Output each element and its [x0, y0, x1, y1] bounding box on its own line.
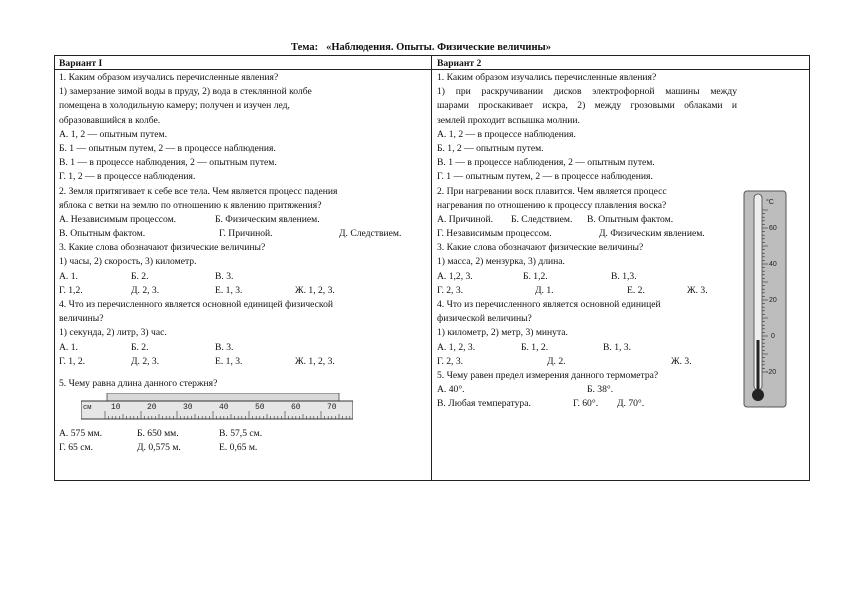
- question-1: 1. Каким образом изучались перечисленные явления?: [59, 72, 279, 83]
- question-4-cont: величины?: [59, 313, 104, 325]
- answer-option: Ж. 3.: [671, 355, 692, 367]
- answer-row: [59, 341, 425, 355]
- answer-option: В. Опытным фактом.: [59, 228, 146, 240]
- thermometer-label: 60: [769, 225, 777, 232]
- answer-row: [437, 355, 737, 369]
- answer-row: [59, 441, 425, 455]
- answer-option: В. 1 — в процессе наблюдения, 2 — опытным путем.: [437, 157, 655, 169]
- answer-option: А. Причиной.: [437, 213, 494, 225]
- answer-option: Д. 2, 3.: [131, 284, 160, 296]
- answer-option: Д. 2, 3.: [131, 355, 160, 367]
- answer-option: Б. 2.: [131, 270, 149, 282]
- answer-option: Е. 1, 3.: [215, 284, 243, 296]
- question-3: 3. Какие слова обозначают физические величины?: [437, 242, 644, 254]
- thermometer-label: 40: [769, 261, 777, 268]
- variant-2-column: [437, 57, 737, 412]
- question-3: 3. Какие слова обозначают физические величины?: [59, 242, 266, 254]
- answer-option: А. 1, 2 — в процессе наблюдения.: [437, 128, 576, 140]
- answer-row: [437, 227, 737, 241]
- answer-option: Д. 2.: [547, 355, 566, 367]
- rod: [107, 393, 339, 401]
- answer-row: [59, 427, 425, 441]
- answer-option: Д. Следствием.: [339, 228, 402, 240]
- answer-option: Б. 2.: [131, 341, 149, 353]
- question-4: 4. Что из перечисленного является основной единицей физической: [59, 299, 334, 310]
- question-2: 2. Земля притягивает к себе все тела. Чем является процесс падения: [59, 185, 338, 197]
- answer-option: Б. Физическим явлением.: [215, 213, 320, 225]
- answer-option: Д. 1.: [535, 284, 554, 296]
- answer-option: Г. 60°.: [573, 398, 599, 410]
- thermometer-label: 20: [769, 297, 777, 304]
- variant-1-heading: Вариант I: [59, 58, 103, 69]
- test-table: [54, 55, 810, 481]
- question-body: 1) километр, 2) метр, 3) минута.: [437, 327, 568, 339]
- answer-row: [59, 270, 425, 284]
- answer-option: Б. Следствием.: [511, 213, 573, 225]
- answer-row: [437, 341, 737, 355]
- question-body: 1) замерзание зимой воды в пруду, 2) вода в стеклянной колбе: [59, 86, 312, 98]
- answer-option: А. 1,2, 3.: [437, 270, 473, 282]
- thermometer-label: -20: [766, 369, 777, 376]
- answer-option: Д. 0,575 м.: [137, 442, 181, 454]
- answer-row: [437, 270, 737, 284]
- thermometer-figure: [743, 190, 787, 408]
- answer-row: [59, 355, 425, 369]
- answer-row: [59, 213, 425, 227]
- ruler-unit: см: [83, 404, 92, 413]
- question-2: 2. При нагревании воск плавится. Чем является процесс: [437, 185, 667, 197]
- thermometer-unit: °C: [766, 199, 774, 206]
- answer-option: Е. 0,65 м.: [219, 442, 258, 454]
- answer-option: Г. 2, 3.: [437, 284, 464, 296]
- question-body: образовавшийся в колбе.: [59, 114, 161, 126]
- answer-option: В. 1, 3.: [603, 341, 631, 353]
- answer-row: [437, 213, 737, 227]
- ruler-label: 70: [327, 403, 337, 413]
- question-body: 1) при раскручивании дисков электрофорной машины между: [437, 86, 737, 98]
- question-body: шарами проскакивает искра, 2) между грозовыми облаками и: [437, 100, 737, 112]
- answer-option: А. 1.: [59, 341, 78, 353]
- answer-option: Е. 1, 3.: [215, 355, 243, 367]
- answer-option: А. 1, 2, 3.: [437, 341, 476, 353]
- answer-option: Г. 1, 2 — в процессе наблюдения.: [59, 171, 196, 183]
- answer-row: [437, 397, 737, 411]
- question-body: 1) масса, 2) мензурка, 3) длина.: [437, 256, 565, 268]
- question-body: землей проходит вспышка молнии.: [437, 114, 580, 126]
- answer-row: [437, 383, 737, 397]
- variant-2-heading: Вариант 2: [437, 58, 482, 69]
- answer-option: Ж. 1, 2, 3.: [295, 355, 335, 367]
- answer-option: Г. 2, 3.: [437, 355, 464, 367]
- thermometer-liquid: [757, 340, 760, 392]
- answer-option: Д. 70°.: [617, 398, 645, 410]
- answer-option: Б. 1, 2.: [521, 341, 549, 353]
- question-5: 5. Чему равна длина данного стержня?: [59, 377, 218, 389]
- answer-row: [437, 284, 737, 298]
- answer-option: Г. 1, 2.: [59, 355, 86, 367]
- question-body: помещена в холодильную камеру; получен и изучен лед,: [59, 100, 290, 112]
- answer-option: Г. 1,2.: [59, 284, 83, 296]
- answer-option: А. 1, 2 — опытным путем.: [59, 128, 167, 140]
- answer-row: [59, 227, 425, 241]
- answer-option: В. Опытным фактом.: [587, 213, 674, 225]
- answer-option: А. 1.: [59, 270, 78, 282]
- answer-row: [59, 284, 425, 298]
- thermometer-label: 0: [771, 333, 775, 340]
- question-2-cont: яблока с ветки на землю по отношению к явлению притяжения?: [59, 199, 322, 211]
- answer-option: В. 3.: [215, 341, 234, 353]
- question-1: 1. Каким образом изучались перечисленные явления?: [437, 72, 657, 83]
- title-prefix: Тема:: [291, 42, 319, 53]
- question-2-cont: нагревания по отношению к процессу плавления воска?: [437, 199, 667, 211]
- answer-option: Б. 650 мм.: [137, 428, 179, 440]
- variant-1-column: [59, 57, 425, 456]
- answer-option: Б. 38°.: [587, 384, 614, 396]
- ruler-label: 50: [255, 403, 265, 413]
- question-5: 5. Чему равен предел измерения данного термометра?: [437, 369, 659, 381]
- answer-option: Б. 1 — опытным путем, 2 — в процессе наблюдения.: [59, 142, 276, 154]
- ruler-label: 40: [219, 403, 229, 413]
- answer-option: Г. 65 см.: [59, 442, 93, 454]
- answer-option: Д. Физическим явлением.: [599, 228, 705, 240]
- answer-option: В. 1 — в процессе наблюдения, 2 — опытным путем.: [59, 157, 277, 169]
- column-divider: [431, 56, 432, 480]
- question-body: 1) секунда, 2) литр, 3) час.: [59, 327, 167, 339]
- title-text: «Наблюдения. Опыты. Физические величины»: [326, 42, 551, 53]
- thermometer-bulb: [752, 389, 764, 401]
- answer-option: Г. Независимым процессом.: [437, 228, 552, 240]
- answer-option: Ж. 1, 2, 3.: [295, 284, 335, 296]
- thermometer-board: [744, 191, 786, 407]
- answer-option: Б. 1,2.: [523, 270, 548, 282]
- answer-option: А. Независимым процессом.: [59, 213, 177, 225]
- answer-option: А. 575 мм.: [59, 428, 103, 440]
- ruler-label: 10: [111, 403, 121, 413]
- ruler-label: 30: [183, 403, 193, 413]
- ruler-label: 60: [291, 403, 301, 413]
- answer-option: Г. 1 — опытным путем, 2 — в процессе наблюдения.: [437, 171, 653, 183]
- ruler-illustration: [81, 393, 353, 423]
- question-4: 4. Что из перечисленного является основной единицей: [437, 299, 661, 310]
- question-body: 1) часы, 2) скорость, 3) километр.: [59, 256, 197, 268]
- answer-option: Ж. 3.: [687, 284, 708, 296]
- answer-option: В. Любая температура.: [437, 398, 531, 410]
- ruler-figure: [81, 393, 353, 423]
- page-title: [0, 42, 842, 53]
- answer-option: Б. 1, 2 — опытным путем.: [437, 142, 544, 154]
- ruler-body: [81, 401, 353, 419]
- answer-option: В. 1,3.: [611, 270, 637, 282]
- answer-option: В. 3.: [215, 270, 234, 282]
- thermometer-illustration: [743, 190, 787, 408]
- answer-option: Г. Причиной.: [219, 228, 273, 240]
- answer-option: В. 57,5 см.: [219, 428, 263, 440]
- ruler-label: 20: [147, 403, 157, 413]
- answer-option: А. 40°.: [437, 384, 465, 396]
- answer-option: Е. 2.: [627, 284, 645, 296]
- question-4-cont: физической величины?: [437, 313, 532, 325]
